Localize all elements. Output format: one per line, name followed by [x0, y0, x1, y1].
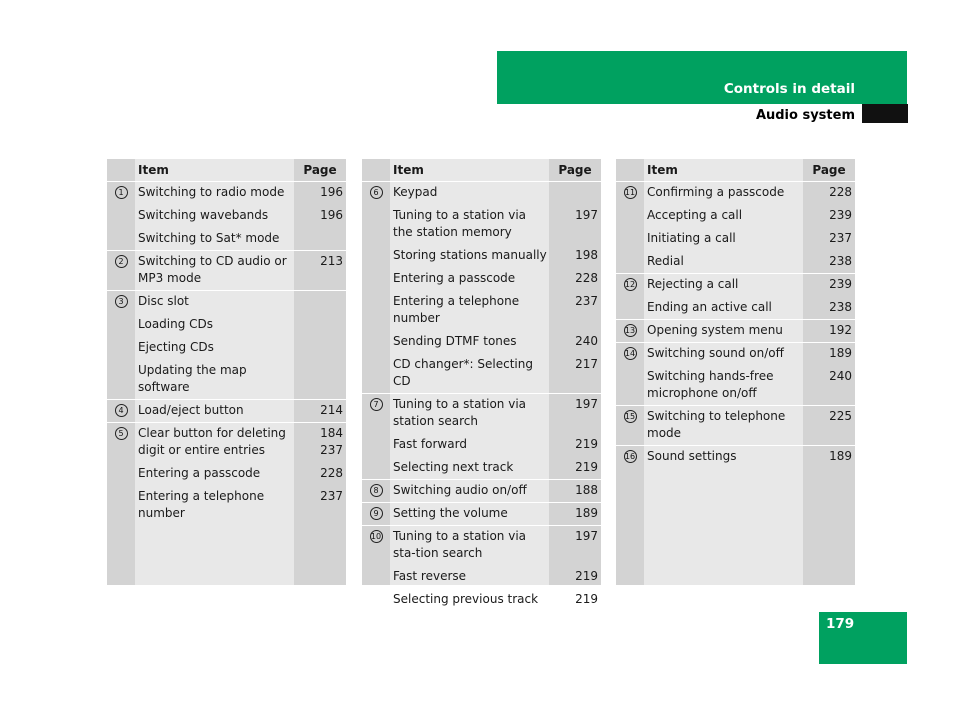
subsection-title: Audio system	[755, 108, 855, 123]
item-cell: Switching audio on/off	[393, 483, 527, 497]
page-cell: 240	[829, 369, 852, 383]
page-cell: 240	[575, 334, 598, 348]
page-cell: 196	[320, 185, 343, 199]
number-cell	[616, 298, 644, 316]
table-row	[362, 292, 601, 327]
item-cell: Storing stations manually	[393, 248, 547, 262]
item-cell: Confirming a passcode	[647, 185, 785, 199]
table-row	[107, 424, 346, 459]
table-row	[616, 206, 855, 224]
item-cell: Tuning to a station via sta-tion search	[393, 529, 527, 560]
page-cell: 197	[575, 397, 598, 411]
table-row	[107, 252, 346, 287]
item-cell: Load/eject button	[138, 403, 244, 417]
column-header-page: Page	[812, 163, 846, 177]
page-number: 179	[826, 616, 855, 632]
item-cell: Opening system menu	[647, 323, 783, 337]
page-cell: 189	[829, 449, 852, 463]
page-cell	[294, 229, 346, 247]
item-cell: Keypad	[393, 185, 438, 199]
table-group	[362, 182, 601, 394]
number-cell	[362, 481, 390, 499]
item-cell: Selecting previous track	[393, 592, 539, 606]
header-number-cell	[362, 159, 390, 181]
number-cell	[616, 275, 644, 293]
number-cell	[616, 229, 644, 247]
number-cell	[107, 206, 135, 224]
number-cell	[616, 321, 644, 339]
number-cell	[616, 344, 644, 362]
controls-table-2	[362, 159, 601, 606]
item-cell: Disc slot	[138, 294, 189, 308]
page-cell: 238	[829, 254, 852, 268]
table-group	[107, 291, 346, 400]
page-cell: 217	[575, 357, 598, 371]
table-row	[362, 206, 601, 241]
page-cell	[294, 315, 346, 333]
number-cell	[107, 183, 135, 201]
page-cell: 184 237	[320, 426, 343, 457]
callout-number-badge: 2	[115, 255, 128, 268]
callout-number-badge: 4	[115, 404, 128, 417]
table-row	[362, 183, 601, 201]
item-cell: Switching to telephone mode	[647, 409, 786, 440]
item-cell: Initiating a call	[647, 231, 736, 245]
item-cell: Loading CDs	[138, 317, 214, 331]
column-header-page: Page	[303, 163, 337, 177]
item-cell: Fast forward	[393, 437, 467, 451]
item-cell: CD changer*: Selecting CD	[393, 357, 533, 388]
table-row	[362, 590, 601, 608]
item-cell: Clear button for deleting digit or entire entries	[138, 426, 286, 457]
table-group	[107, 251, 346, 291]
table-group	[107, 182, 346, 251]
page-cell: 197	[575, 529, 598, 543]
number-cell	[107, 338, 135, 356]
item-cell: Switching sound on/off	[647, 346, 784, 360]
page-cell: 237	[829, 231, 852, 245]
callout-number-badge: 12	[624, 280, 636, 289]
table-row	[616, 367, 855, 402]
item-cell: Selecting next track	[393, 460, 514, 474]
page-cell: 228	[575, 271, 598, 285]
table-row	[616, 252, 855, 270]
page-cell	[294, 292, 346, 310]
number-cell	[107, 361, 135, 396]
callout-number-badge: 5	[115, 427, 128, 440]
table-row	[616, 447, 855, 465]
item-cell: Ending an active call	[647, 300, 772, 314]
number-cell	[362, 527, 390, 562]
table-row	[616, 407, 855, 442]
table-row	[616, 229, 855, 247]
table-header	[362, 159, 601, 182]
number-cell	[107, 252, 135, 287]
table-row	[362, 332, 601, 350]
controls-table-3	[616, 159, 855, 585]
column-header-item: Item	[393, 163, 424, 177]
table-row	[107, 183, 346, 201]
table-row	[107, 464, 346, 482]
column-header-item: Item	[647, 163, 678, 177]
table-row	[362, 435, 601, 453]
table-row	[362, 395, 601, 430]
number-cell	[362, 292, 390, 327]
number-cell	[616, 367, 644, 402]
page-cell: 189	[829, 346, 852, 360]
column-header-page: Page	[558, 163, 592, 177]
table-row	[362, 504, 601, 522]
number-cell	[107, 464, 135, 482]
table-group	[616, 446, 855, 468]
callout-number-badge: 9	[370, 507, 383, 520]
number-cell	[107, 487, 135, 522]
table-row	[362, 246, 601, 264]
table-row	[362, 269, 601, 287]
page-cell: 197	[575, 208, 598, 222]
page-cell	[549, 183, 601, 201]
number-cell	[362, 435, 390, 453]
page-cell: 189	[575, 506, 598, 520]
number-cell	[616, 252, 644, 270]
number-cell	[107, 315, 135, 333]
table-row	[107, 401, 346, 419]
item-cell: Fast reverse	[393, 569, 467, 583]
item-cell: Redial	[647, 254, 684, 268]
table-row	[616, 298, 855, 316]
item-cell: Switching to CD audio or MP3 mode	[138, 254, 287, 285]
page-cell: 219	[575, 592, 598, 606]
table-row	[362, 458, 601, 476]
table-row	[107, 487, 346, 522]
item-cell: Switching to Sat* mode	[138, 231, 280, 245]
table-row	[107, 229, 346, 247]
number-cell	[107, 292, 135, 310]
table-group	[362, 480, 601, 503]
number-cell	[362, 458, 390, 476]
item-cell: Entering a passcode	[138, 466, 261, 480]
table-row	[107, 338, 346, 356]
table-group	[362, 394, 601, 480]
item-cell: Switching wavebands	[138, 208, 269, 222]
page-cell	[294, 338, 346, 356]
page-number-box	[819, 612, 907, 664]
callout-number-badge: 10	[370, 532, 382, 541]
item-cell: Accepting a call	[647, 208, 743, 222]
page-cell	[294, 361, 346, 396]
callout-number-badge: 14	[624, 349, 636, 358]
header-number-cell	[616, 159, 644, 181]
table-row	[107, 361, 346, 396]
item-cell: Updating the map software	[138, 363, 247, 394]
callout-number-badge: 7	[370, 398, 383, 411]
number-cell	[362, 590, 390, 608]
page-cell: 188	[575, 483, 598, 497]
table-row	[362, 481, 601, 499]
page-cell: 237	[575, 294, 598, 308]
page-cell: 196	[320, 208, 343, 222]
page-cell: 239	[829, 208, 852, 222]
page-cell: 237	[320, 489, 343, 503]
item-cell: Switching hands-free microphone on/off	[647, 369, 774, 400]
header-bar	[497, 51, 907, 104]
item-cell: Sending DTMF tones	[393, 334, 517, 348]
item-cell: Setting the volume	[393, 506, 508, 520]
number-cell	[362, 269, 390, 287]
item-cell: Entering a passcode	[393, 271, 516, 285]
callout-number-badge: 8	[370, 484, 383, 497]
callout-number-badge: 3	[115, 295, 128, 308]
number-cell	[616, 206, 644, 224]
number-cell	[362, 504, 390, 522]
page-cell: 192	[829, 323, 852, 337]
header-number-cell	[107, 159, 135, 181]
table-group	[616, 274, 855, 320]
callout-number-badge: 1	[115, 186, 128, 199]
section-tab-marker	[862, 104, 908, 123]
page-cell: 198	[575, 248, 598, 262]
page-cell: 239	[829, 277, 852, 291]
number-cell	[616, 447, 644, 465]
number-cell	[362, 567, 390, 585]
table-group	[362, 526, 601, 611]
table-group	[616, 320, 855, 343]
item-cell: Tuning to a station via station search	[393, 397, 527, 428]
page-cell: 228	[829, 185, 852, 199]
item-cell: Rejecting a call	[647, 277, 739, 291]
table-row	[107, 292, 346, 310]
table-row	[616, 275, 855, 293]
number-cell	[107, 229, 135, 247]
column-header-item: Item	[138, 163, 169, 177]
number-cell	[362, 246, 390, 264]
table-row	[616, 183, 855, 201]
controls-table-1	[107, 159, 346, 585]
page-cell: 219	[575, 460, 598, 474]
page-cell: 225	[829, 409, 852, 423]
number-cell	[616, 183, 644, 201]
table-group	[362, 503, 601, 526]
item-cell: Entering a telephone number	[393, 294, 520, 325]
item-cell: Switching to radio mode	[138, 185, 285, 199]
number-cell	[362, 206, 390, 241]
page-cell: 238	[829, 300, 852, 314]
table-row	[362, 567, 601, 585]
callout-number-badge: 15	[624, 412, 636, 421]
number-cell	[616, 407, 644, 442]
table-row	[362, 527, 601, 562]
callout-number-badge: 13	[624, 326, 636, 335]
page-cell: 219	[575, 437, 598, 451]
table-header	[107, 159, 346, 182]
table-row	[616, 344, 855, 362]
number-cell	[107, 401, 135, 419]
page-cell: 219	[575, 569, 598, 583]
table-group	[616, 343, 855, 406]
item-cell: Tuning to a station via the station memory	[393, 208, 527, 239]
callout-number-badge: 16	[624, 452, 636, 461]
table-row	[107, 206, 346, 224]
callout-number-badge: 11	[624, 188, 636, 197]
item-cell: Sound settings	[647, 449, 737, 463]
table-group	[107, 423, 346, 525]
number-cell	[362, 332, 390, 350]
table-row	[107, 315, 346, 333]
page-cell: 228	[320, 466, 343, 480]
page-cell: 214	[320, 403, 343, 417]
item-cell: Ejecting CDs	[138, 340, 214, 354]
table-group	[616, 406, 855, 446]
item-cell: Entering a telephone number	[138, 489, 265, 520]
table-group	[107, 400, 346, 423]
callout-number-badge: 6	[370, 186, 383, 199]
table-row	[616, 321, 855, 339]
number-cell	[362, 395, 390, 430]
number-cell	[362, 355, 390, 390]
section-title: Controls in detail	[723, 81, 855, 97]
page-cell: 213	[320, 254, 343, 268]
table-header	[616, 159, 855, 182]
table-group	[616, 182, 855, 274]
number-cell	[362, 183, 390, 201]
table-row	[362, 355, 601, 390]
number-cell	[107, 424, 135, 459]
